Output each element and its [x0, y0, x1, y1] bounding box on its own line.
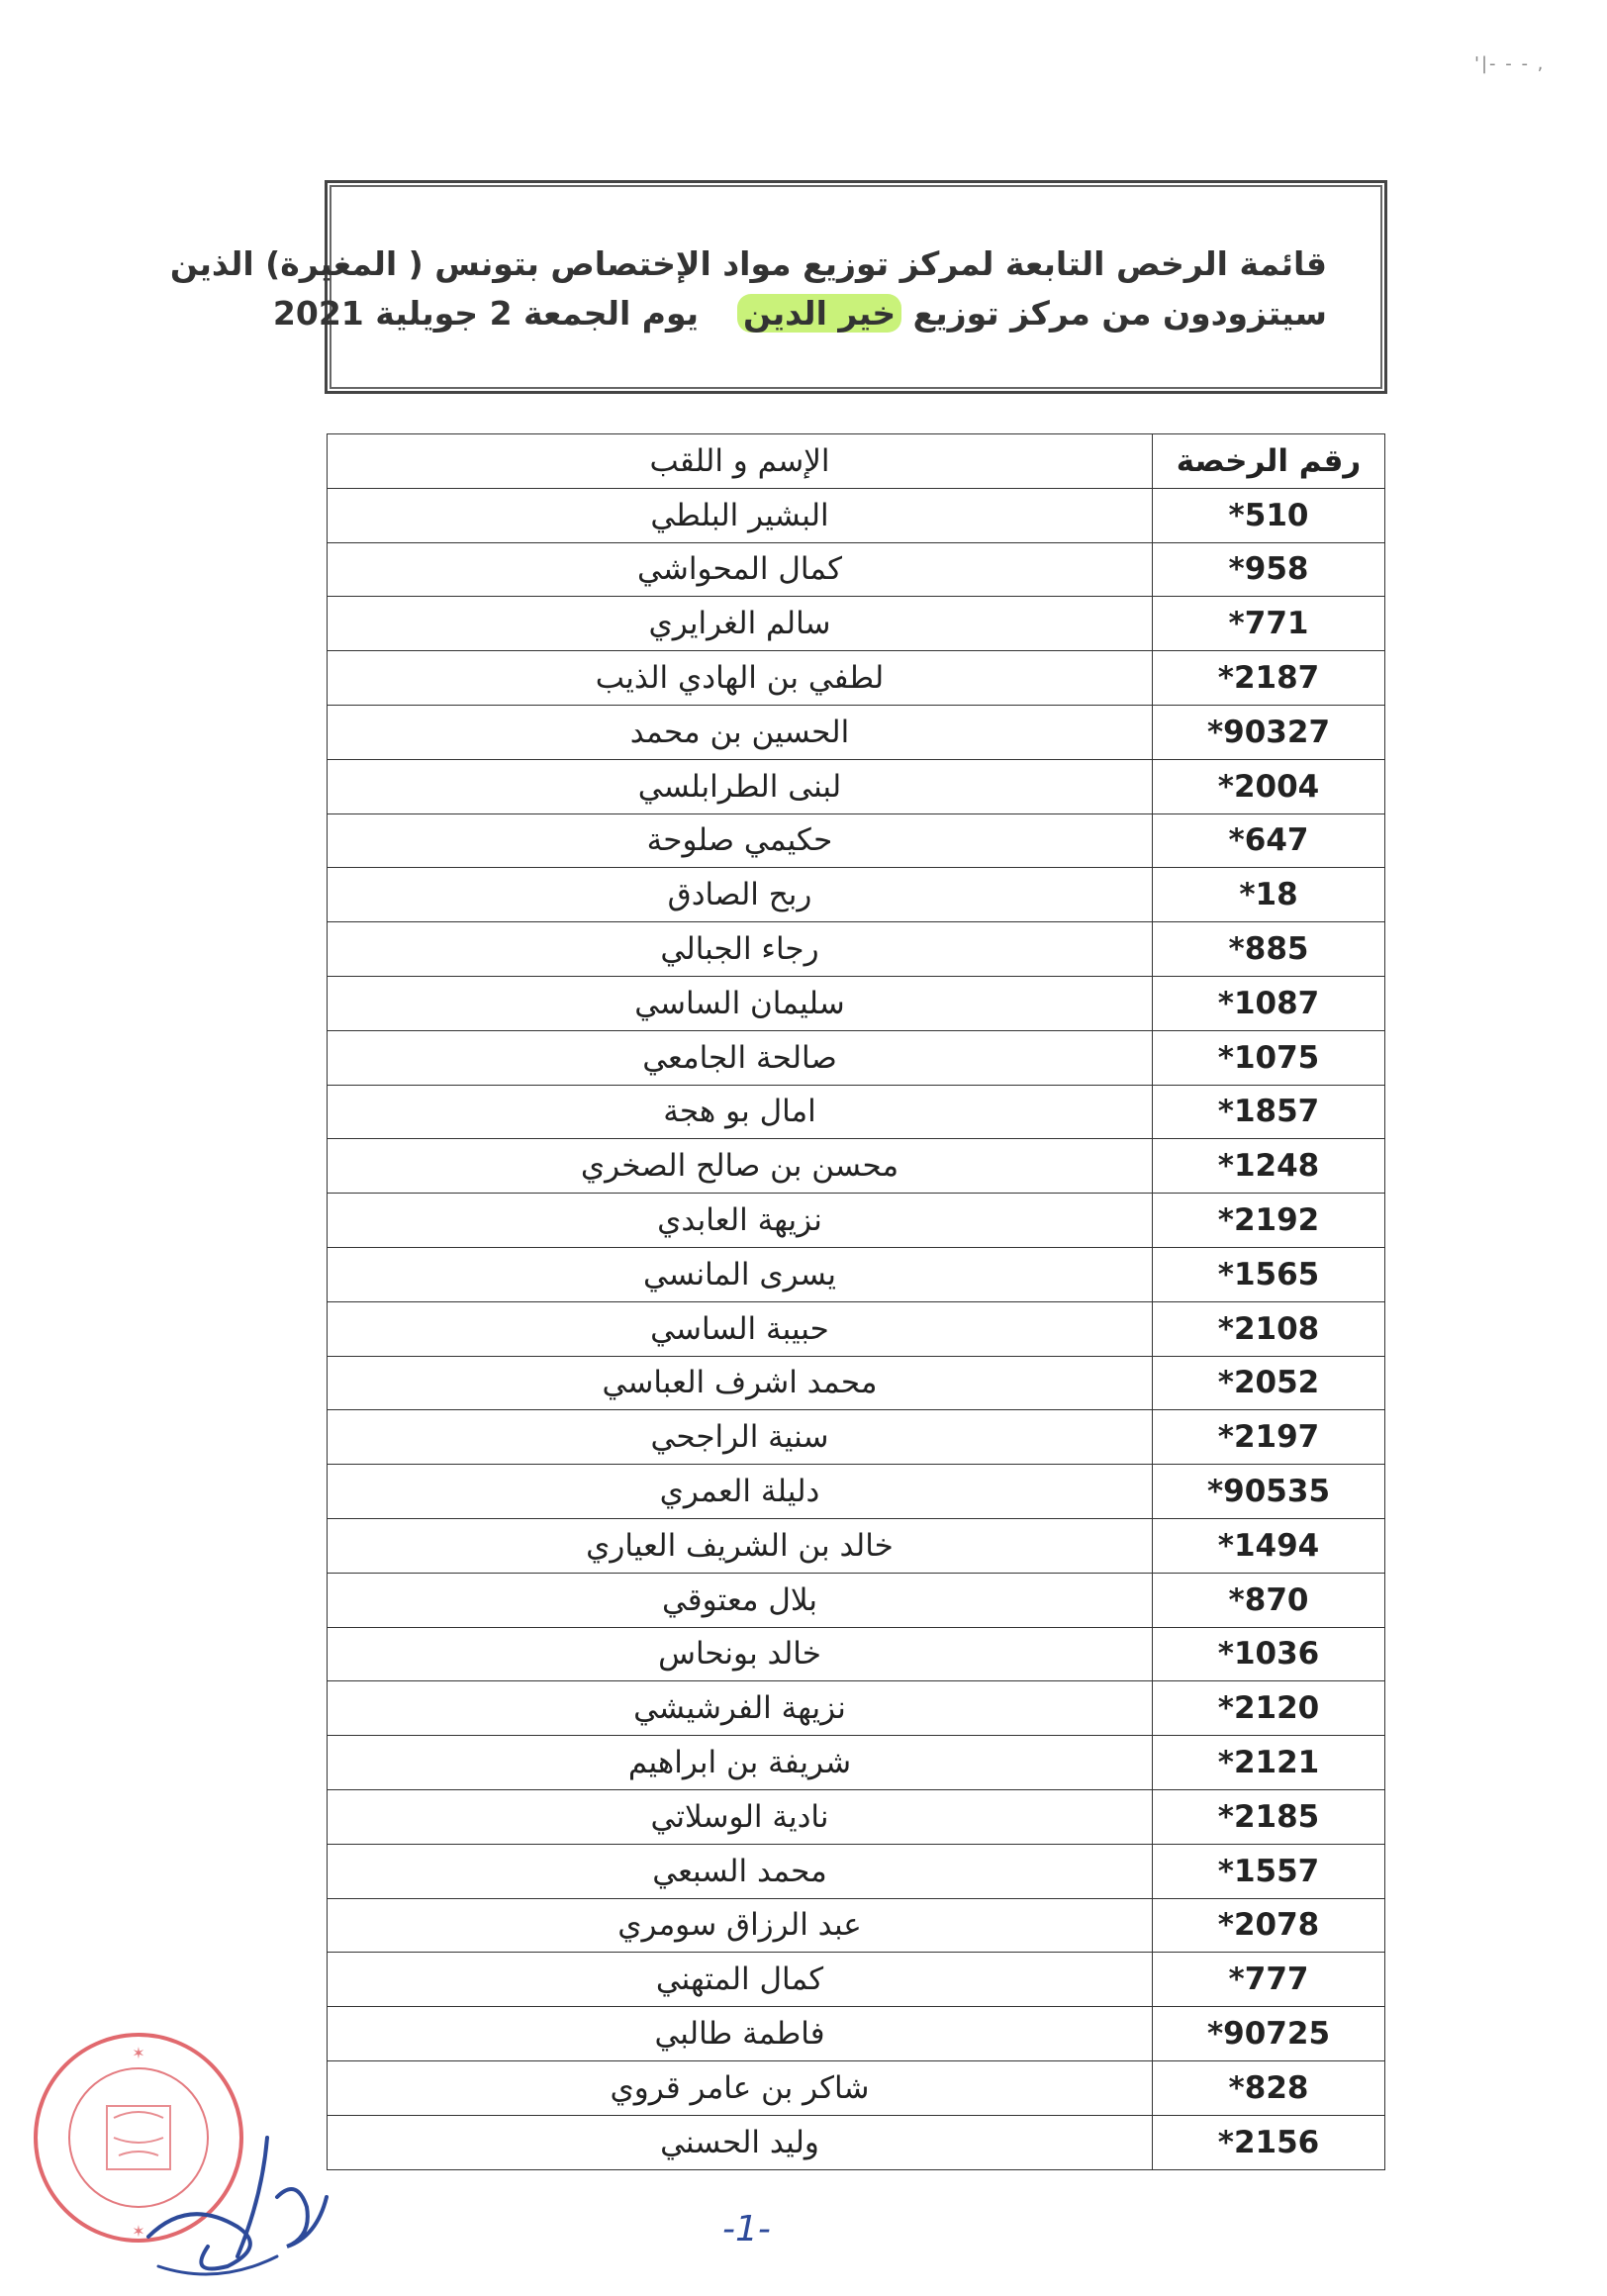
full-name-cell: خالد بونحاس: [328, 1627, 1153, 1681]
full-name-cell: شريفة بن ابراهيم: [328, 1736, 1153, 1790]
table-row: [328, 1247, 1385, 1301]
table-row: [328, 542, 1385, 597]
license-number-cell: 1557*: [1153, 1844, 1385, 1898]
table-row: [328, 813, 1385, 868]
full-name-cell: لبنى الطرابلسي: [328, 759, 1153, 813]
license-number-cell: 2052*: [1153, 1356, 1385, 1410]
full-name-cell: ربح الصادق: [328, 868, 1153, 922]
license-number-cell: 885*: [1153, 922, 1385, 977]
license-number-cell: 2121*: [1153, 1736, 1385, 1790]
table-row: [328, 651, 1385, 706]
license-table: [327, 433, 1385, 2170]
license-number-cell: 90725*: [1153, 2007, 1385, 2061]
table-header-row: [328, 434, 1385, 489]
full-name-cell: دليلة العمري: [328, 1465, 1153, 1519]
table-row: [328, 1573, 1385, 1627]
full-name-cell: محمد السبعي: [328, 1844, 1153, 1898]
table-row: [328, 2115, 1385, 2169]
full-name-cell: محسن بن صالح الصخري: [328, 1139, 1153, 1194]
corner-scan-mark: '|- - - ,: [1474, 53, 1546, 74]
table-row: [328, 759, 1385, 813]
license-number-cell: 2004*: [1153, 759, 1385, 813]
full-name-cell: صالحة الجامعي: [328, 1030, 1153, 1085]
full-name-cell: شاكر بن عامر قروي: [328, 2060, 1153, 2115]
license-number-cell: 771*: [1153, 597, 1385, 651]
table-row: [328, 1681, 1385, 1736]
full-name-cell: لطفي بن الهادي الذيب: [328, 651, 1153, 706]
table-row: [328, 1789, 1385, 1844]
license-number-cell: 2108*: [1153, 1301, 1385, 1356]
license-number-cell: 90535*: [1153, 1465, 1385, 1519]
table-row: [328, 1627, 1385, 1681]
license-number-cell: 2120*: [1153, 1681, 1385, 1736]
table-row: [328, 1085, 1385, 1139]
license-number-cell: 2187*: [1153, 651, 1385, 706]
full-name-cell: خالد بن الشريف العياري: [328, 1518, 1153, 1573]
highlighted-center-name: خير الدين: [737, 294, 901, 333]
title-box: [169, 180, 1387, 394]
title-line-2-start: سيتزودون من مركز توزيع: [912, 294, 1327, 333]
table-row: [328, 1030, 1385, 1085]
svg-text:✶: ✶: [132, 2044, 145, 2062]
page-number: -1-: [722, 2209, 771, 2249]
full-name-cell: نادية الوسلاتي: [328, 1789, 1153, 1844]
license-number-cell: 828*: [1153, 2060, 1385, 2115]
license-number-cell: 18*: [1153, 868, 1385, 922]
full-name-cell: نزيهة العابدي: [328, 1194, 1153, 1248]
license-number-cell: 2156*: [1153, 2115, 1385, 2169]
license-number-cell: 647*: [1153, 813, 1385, 868]
license-number-cell: 2078*: [1153, 1898, 1385, 1953]
full-name-cell: عبد الرزاق سومري: [328, 1898, 1153, 1953]
license-number-cell: 90327*: [1153, 705, 1385, 759]
license-number-cell: 2192*: [1153, 1194, 1385, 1248]
table-row: [328, 1736, 1385, 1790]
license-number-cell: 2197*: [1153, 1410, 1385, 1465]
full-name-cell: كمال المحواشي: [328, 542, 1153, 597]
table-row: [328, 1953, 1385, 2007]
full-name-cell: فاطمة طالبي: [328, 2007, 1153, 2061]
title-line-1: قائمة الرخص التابعة لمركز توزيع مواد الإختصاص بتونس ( المغيرة) الذين: [169, 244, 1327, 283]
svg-text:✶: ✶: [132, 2222, 145, 2241]
license-number-cell: 958*: [1153, 542, 1385, 597]
table-row: [328, 597, 1385, 651]
license-number-cell: 1087*: [1153, 976, 1385, 1030]
license-number-cell: 1075*: [1153, 1030, 1385, 1085]
license-number-cell: 1857*: [1153, 1085, 1385, 1139]
full-name-cell: بلال معتوقي: [328, 1573, 1153, 1627]
table-row: [328, 1301, 1385, 1356]
header-license-number: رقم الرخصة: [1153, 434, 1385, 489]
full-name-cell: الحسين بن محمد: [328, 705, 1153, 759]
table-row: [328, 1356, 1385, 1410]
table-row: [328, 705, 1385, 759]
full-name-cell: سليمان الساسي: [328, 976, 1153, 1030]
license-number-cell: 870*: [1153, 1573, 1385, 1627]
license-number-cell: 2185*: [1153, 1789, 1385, 1844]
header-full-name: الإسم و اللقب: [328, 434, 1153, 489]
full-name-cell: حبيبة الساسي: [328, 1301, 1153, 1356]
full-name-cell: محمد اشرف العباسي: [328, 1356, 1153, 1410]
title-line-2-date: يوم الجمعة 2 جويلية 2021: [272, 294, 700, 333]
table-row: [328, 1898, 1385, 1953]
license-number-cell: 1494*: [1153, 1518, 1385, 1573]
table-row: [328, 1844, 1385, 1898]
table-row: [328, 976, 1385, 1030]
table-row: [328, 2060, 1385, 2115]
table-row: [328, 1139, 1385, 1194]
full-name-cell: نزيهة الفرشيشي: [328, 1681, 1153, 1736]
license-number-cell: 777*: [1153, 1953, 1385, 2007]
full-name-cell: وليد الحسني: [328, 2115, 1153, 2169]
table-row: [328, 1194, 1385, 1248]
table-row: [328, 1465, 1385, 1519]
license-number-cell: 1248*: [1153, 1139, 1385, 1194]
license-number-cell: 510*: [1153, 488, 1385, 542]
full-name-cell: كمال المتهني: [328, 1953, 1153, 2007]
table-row: [328, 868, 1385, 922]
table-row: [328, 488, 1385, 542]
full-name-cell: سالم الغرايري: [328, 597, 1153, 651]
handwritten-signature: [119, 2118, 366, 2296]
table-row: [328, 1518, 1385, 1573]
license-number-cell: 1565*: [1153, 1247, 1385, 1301]
full-name-cell: رجاء الجبالي: [328, 922, 1153, 977]
full-name-cell: حكيمي صلوحة: [328, 813, 1153, 868]
table-row: [328, 1410, 1385, 1465]
license-number-cell: 1036*: [1153, 1627, 1385, 1681]
full-name-cell: سنية الراجحي: [328, 1410, 1153, 1465]
table-row: [328, 922, 1385, 977]
full-name-cell: البشير البلطي: [328, 488, 1153, 542]
full-name-cell: امال بو هجة: [328, 1085, 1153, 1139]
table-row: [328, 2007, 1385, 2061]
title-line-2: [273, 294, 1327, 333]
full-name-cell: يسرى المانسي: [328, 1247, 1153, 1301]
